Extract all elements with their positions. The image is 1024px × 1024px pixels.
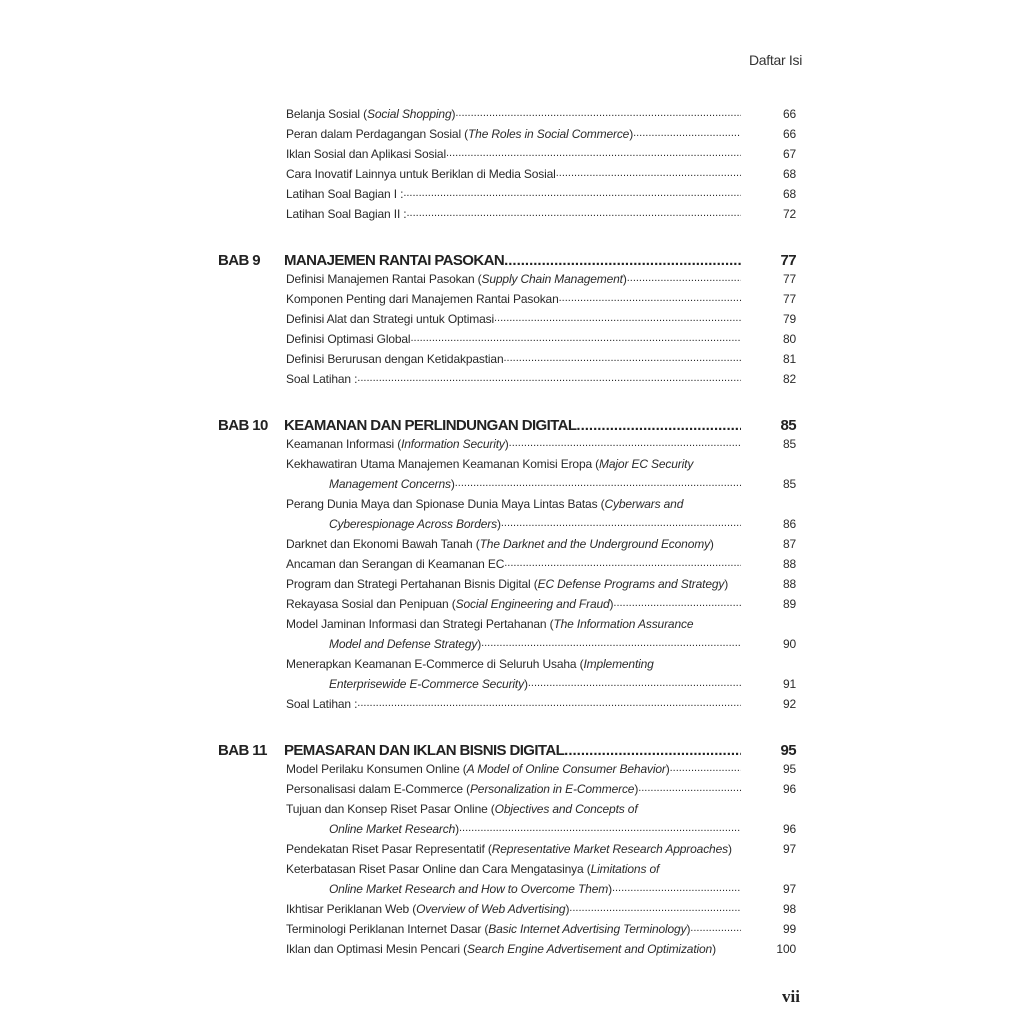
entry-title-english: The Information Assurance — [553, 617, 694, 631]
entry-title — [286, 617, 693, 631]
entry-page: 95 — [782, 762, 796, 776]
entry-page: 77 — [782, 272, 796, 286]
entry-title — [329, 882, 612, 896]
chapter-number: BAB 9 — [218, 252, 261, 269]
entry-text-wrap — [286, 127, 741, 141]
entry-title-english: Limitations of — [590, 862, 660, 876]
entry-title-part: Program dan Strategi Pertahanan Bisnis Digital ( — [286, 577, 538, 591]
entry-text-wrap — [286, 537, 741, 551]
entry-text-wrap — [286, 332, 741, 346]
dot-leader — [407, 207, 742, 221]
entry-title-english: Management Concerns — [329, 477, 451, 491]
entry-page: 77 — [782, 292, 796, 306]
entry-title-part: ) — [565, 902, 570, 916]
toc-entry[interactable] — [218, 369, 798, 389]
entry-title-part: Model Perilaku Konsumen Online ( — [286, 762, 467, 776]
toc-section — [218, 737, 798, 959]
entry-title-part: ) — [709, 537, 714, 551]
chapter-title-wrap — [284, 417, 741, 434]
entry-title — [286, 167, 556, 181]
entry-page: 66 — [782, 107, 796, 121]
entry-title-part: ) — [523, 677, 528, 691]
entry-title — [329, 677, 528, 691]
entry-title-part: Belanja Sosial ( — [286, 107, 367, 121]
toc-entry[interactable] — [218, 434, 798, 454]
entry-title — [286, 762, 670, 776]
entry-title — [286, 577, 728, 591]
entry-title-part: ) — [450, 477, 455, 491]
entry-title-english: Social Shopping — [366, 107, 452, 121]
toc-entry[interactable] — [218, 799, 798, 819]
toc-entry[interactable] — [218, 634, 798, 654]
chapter-title: KEAMANAN DAN PERLINDUNGAN DIGITAL — [284, 417, 577, 434]
dot-leader — [638, 782, 741, 796]
entry-title-english: Supply Chain Management — [481, 272, 623, 286]
entry-title-part: ) — [622, 272, 627, 286]
dot-leader — [564, 742, 741, 759]
entry-title-part: ) — [665, 762, 670, 776]
chapter-number: BAB 11 — [218, 742, 267, 759]
entry-title — [329, 822, 459, 836]
entry-page: 80 — [782, 332, 796, 346]
entry-title — [286, 862, 659, 876]
entry-title — [286, 922, 690, 936]
dot-leader — [690, 922, 741, 936]
entry-title-part: ) — [724, 577, 729, 591]
dot-leader — [455, 477, 741, 491]
toc-entry[interactable] — [218, 514, 798, 534]
entry-title-part: Soal Latihan : — [286, 372, 358, 386]
entry-title — [286, 657, 654, 671]
toc-entry[interactable] — [218, 674, 798, 694]
toc-entry[interactable] — [218, 329, 798, 349]
dot-leader — [446, 147, 741, 161]
entry-title-english: Implementing — [583, 657, 654, 671]
toc-entry[interactable] — [218, 574, 798, 594]
entry-title — [286, 457, 693, 471]
toc-entry[interactable] — [218, 269, 798, 289]
entry-title-part: Definisi Optimasi Global — [286, 332, 411, 346]
toc-entry[interactable] — [218, 144, 798, 164]
toc-entry[interactable] — [218, 879, 798, 899]
entry-text-wrap — [286, 372, 741, 386]
entry-text-wrap — [286, 497, 741, 511]
dot-leader — [559, 292, 741, 306]
entry-text-wrap — [286, 762, 741, 776]
toc-entry[interactable] — [218, 204, 798, 224]
entry-title-part: Model Jaminan Informasi dan Strategi Pertahanan ( — [286, 617, 554, 631]
entry-title — [286, 497, 683, 511]
entry-title-part: ) — [477, 637, 482, 651]
entry-title-part: ) — [504, 437, 509, 451]
entry-text-wrap — [329, 517, 741, 531]
toc-section — [218, 247, 798, 389]
toc-entry[interactable] — [218, 349, 798, 369]
entry-title-part: Keterbatasan Riset Pasar Online dan Cara Mengatasinya ( — [286, 862, 591, 876]
entry-text-wrap — [286, 457, 741, 471]
chapter-page: 85 — [780, 417, 796, 434]
entry-title-part: Iklan dan Optimasi Mesin Pencari ( — [286, 942, 467, 956]
entry-title-english: Major EC Security — [599, 457, 694, 471]
entry-title-part: Terminologi Periklanan Internet Dasar ( — [286, 922, 489, 936]
entry-title-part: Iklan Sosial dan Aplikasi Sosial — [286, 147, 446, 161]
entry-title — [286, 557, 504, 571]
entry-title-part: ) — [727, 842, 732, 856]
chapter-title-wrap — [284, 252, 741, 269]
entry-text-wrap — [286, 782, 741, 796]
entry-page: 98 — [782, 902, 796, 916]
toc-entry[interactable] — [218, 779, 798, 799]
entry-page: 99 — [782, 922, 796, 936]
dot-leader — [501, 517, 741, 531]
entry-text-wrap — [286, 842, 741, 856]
chapter-title: PEMASARAN DAN IKLAN BISNIS DIGITAL — [284, 742, 565, 759]
entry-title — [329, 477, 455, 491]
chapter-heading[interactable] — [218, 412, 798, 434]
entry-title-english: Overview of Web Advertising — [416, 902, 566, 916]
dot-leader — [403, 187, 741, 201]
entry-page: 82 — [782, 372, 796, 386]
toc-entry[interactable] — [218, 454, 798, 474]
entry-title — [286, 842, 732, 856]
entry-page: 88 — [782, 577, 796, 591]
toc-entry[interactable] — [218, 839, 798, 859]
entry-title-english: Enterprisewide E-Commerce Security — [329, 677, 524, 691]
entry-page: 88 — [782, 557, 796, 571]
entry-text-wrap — [286, 922, 741, 936]
toc-entry[interactable] — [218, 919, 798, 939]
entry-title-part: Latihan Soal Bagian I : — [286, 187, 404, 201]
dot-leader — [494, 312, 741, 326]
entry-title-part: Menerapkan Keamanan E-Commerce di Seluruh Usaha ( — [286, 657, 584, 671]
entry-title-part: Komponen Penting dari Manajemen Rantai Pasokan — [286, 292, 559, 306]
entry-title-part: Cara Inovatif Lainnya untuk Beriklan di Media Sosial — [286, 167, 556, 181]
toc-entry[interactable] — [218, 654, 798, 674]
entry-page: 67 — [782, 147, 796, 161]
entry-text-wrap — [286, 207, 741, 221]
entry-text-wrap — [286, 862, 741, 876]
chapter-heading[interactable] — [218, 737, 798, 759]
chapter-title: MANAJEMEN RANTAI PASOKAN — [284, 252, 505, 269]
entry-text-wrap — [286, 107, 741, 121]
entry-page: 97 — [782, 882, 796, 896]
dot-leader — [576, 417, 741, 434]
entry-page: 72 — [782, 207, 796, 221]
entry-title — [286, 272, 627, 286]
entry-title — [286, 312, 494, 326]
toc-entry[interactable] — [218, 554, 798, 574]
entry-text-wrap — [286, 697, 741, 711]
toc-entry[interactable] — [218, 534, 798, 554]
entry-title — [286, 902, 569, 916]
entry-title-english: Representative Market Research Approaches — [491, 842, 728, 856]
entry-title-english: The Darknet and the Underground Economy — [479, 537, 710, 551]
entry-title-part: Tujuan dan Konsep Riset Pasar Online ( — [286, 802, 495, 816]
dot-leader — [613, 597, 741, 611]
entry-text-wrap — [286, 902, 741, 916]
dot-leader — [357, 372, 741, 386]
entry-page: 81 — [782, 352, 796, 366]
entry-page: 92 — [782, 697, 796, 711]
entry-title — [286, 352, 503, 366]
entry-title-part: ) — [712, 942, 716, 956]
entry-page: 87 — [782, 537, 796, 551]
entry-page: 100 — [776, 942, 796, 956]
dot-leader — [504, 557, 741, 571]
entry-title — [286, 372, 357, 386]
toc-entry[interactable] — [218, 309, 798, 329]
toc-entry[interactable] — [218, 474, 798, 494]
toc-entry[interactable] — [218, 819, 798, 839]
entry-text-wrap — [329, 822, 741, 836]
entry-title — [286, 942, 716, 956]
entry-title-part: ) — [609, 597, 614, 611]
toc-entry[interactable] — [218, 184, 798, 204]
chapter-heading[interactable] — [218, 247, 798, 269]
entry-text-wrap — [329, 677, 741, 691]
dot-leader — [612, 882, 741, 896]
entry-page: 68 — [782, 187, 796, 201]
dot-leader — [569, 902, 741, 916]
entry-title-part: Personalisasi dalam E-Commerce ( — [286, 782, 470, 796]
entry-page: 85 — [782, 477, 796, 491]
entry-title-part: Definisi Alat dan Strategi untuk Optimasi — [286, 312, 494, 326]
dot-leader — [455, 107, 741, 121]
chapter-page: 77 — [780, 252, 796, 269]
dot-leader — [509, 437, 741, 451]
dot-leader — [556, 167, 741, 181]
toc-section — [218, 412, 798, 714]
entry-title-part: Peran dalam Perdagangan Sosial ( — [286, 127, 468, 141]
dot-leader — [528, 677, 741, 691]
entry-title — [286, 782, 638, 796]
dot-leader — [357, 697, 741, 711]
entry-text-wrap — [286, 657, 741, 671]
chapter-number: BAB 10 — [218, 417, 268, 434]
entry-title-part: ) — [496, 517, 501, 531]
entry-title-part: ) — [634, 782, 639, 796]
entry-title — [286, 147, 446, 161]
entry-title — [286, 187, 403, 201]
entry-text-wrap — [329, 882, 741, 896]
entry-title-english: Social Engineering and Fraud — [455, 597, 610, 611]
entry-title-part: Ancaman dan Serangan di Keamanan EC — [286, 557, 505, 571]
entry-title-english: The Roles in Social Commerce — [468, 127, 630, 141]
entry-title-english: Cyberwars and — [604, 497, 684, 511]
entry-text-wrap — [286, 597, 741, 611]
entry-page: 85 — [782, 437, 796, 451]
dot-leader — [410, 332, 741, 346]
toc-entry[interactable] — [218, 164, 798, 184]
entry-page: 96 — [782, 822, 796, 836]
entry-title-part: Soal Latihan : — [286, 697, 358, 711]
entry-title-english: Online Market Research — [329, 822, 456, 836]
entry-title-part: ) — [629, 127, 634, 141]
entry-title-english: Basic Internet Advertising Terminology — [488, 922, 687, 936]
entry-text-wrap — [286, 802, 741, 816]
entry-page: 91 — [782, 677, 796, 691]
toc-entry[interactable] — [218, 939, 798, 959]
entry-page: 79 — [782, 312, 796, 326]
table-of-contents — [218, 104, 798, 959]
dot-leader — [504, 252, 741, 269]
entry-title-english: Information Security — [401, 437, 505, 451]
entry-title-english: Cyberespionage Across Borders — [329, 517, 497, 531]
entry-title — [286, 207, 407, 221]
entry-title-part: Rekayasa Sosial dan Penipuan ( — [286, 597, 456, 611]
running-head: Daftar Isi — [748, 52, 802, 68]
entry-page: 68 — [782, 167, 796, 181]
entry-text-wrap — [286, 557, 741, 571]
entry-title-part: ) — [455, 822, 459, 836]
entry-text-wrap — [286, 942, 741, 956]
entry-page: 90 — [782, 637, 796, 651]
toc-entry[interactable] — [218, 124, 798, 144]
entry-title-part: Perang Dunia Maya dan Spionase Dunia Maya Lintas Batas ( — [286, 497, 605, 511]
toc-entry[interactable] — [218, 614, 798, 634]
entry-page: 66 — [782, 127, 796, 141]
entry-title — [286, 107, 455, 121]
entry-text-wrap — [286, 437, 741, 451]
chapter-page: 95 — [780, 742, 796, 759]
dot-leader — [670, 762, 741, 776]
page-number: vii — [782, 987, 800, 1006]
entry-text-wrap — [329, 637, 741, 651]
toc-entry[interactable] — [218, 289, 798, 309]
toc-entry[interactable] — [218, 104, 798, 124]
entry-text-wrap — [286, 312, 741, 326]
entry-page: 97 — [782, 842, 796, 856]
entry-title — [286, 127, 633, 141]
entry-page: 86 — [782, 517, 796, 531]
entry-title-part: Ikhtisar Periklanan Web ( — [286, 902, 417, 916]
entry-title-part: Kekhawatiran Utama Manajemen Keamanan Komisi Eropa ( — [286, 457, 600, 471]
entry-title-english: A Model of Online Consumer Behavior — [466, 762, 666, 776]
entry-title — [286, 437, 509, 451]
entry-title-english: Personalization in E-Commerce — [469, 782, 635, 796]
entry-text-wrap — [286, 167, 741, 181]
entry-title-part: Keamanan Informasi ( — [286, 437, 402, 451]
toc-entry[interactable] — [218, 899, 798, 919]
entry-title-english: Objectives and Concepts of — [494, 802, 638, 816]
entry-title — [286, 292, 559, 306]
entry-text-wrap — [286, 292, 741, 306]
entry-title-part: ) — [686, 922, 691, 936]
toc-entry[interactable] — [218, 694, 798, 714]
entry-text-wrap — [286, 352, 741, 366]
entry-title-part: ) — [608, 882, 612, 896]
entry-title — [286, 597, 613, 611]
entry-title-part: ) — [451, 107, 456, 121]
chapter-title-wrap — [284, 742, 741, 759]
entry-page: 89 — [782, 597, 796, 611]
entry-title — [286, 537, 714, 551]
toc-entry[interactable] — [218, 494, 798, 514]
dot-leader — [627, 272, 741, 286]
dot-leader — [503, 352, 741, 366]
entry-page: 96 — [782, 782, 796, 796]
toc-section — [218, 104, 798, 224]
entry-title-part: Definisi Berurusan dengan Ketidakpastian — [286, 352, 504, 366]
entry-title-english: Model and Defense Strategy — [329, 637, 478, 651]
entry-title — [286, 802, 638, 816]
entry-title-part: Pendekatan Riset Pasar Representatif ( — [286, 842, 492, 856]
entry-title-part: Definisi Manajemen Rantai Pasokan ( — [286, 272, 482, 286]
dot-leader — [481, 637, 741, 651]
entry-title — [329, 637, 481, 651]
entry-title-part: Darknet dan Ekonomi Bawah Tanah ( — [286, 537, 480, 551]
toc-entry[interactable] — [218, 759, 798, 779]
dot-leader — [633, 127, 741, 141]
toc-entry[interactable] — [218, 594, 798, 614]
entry-title-english: Search Engine Advertisement and Optimization — [466, 942, 713, 956]
entry-text-wrap — [286, 187, 741, 201]
entry-text-wrap — [286, 617, 741, 631]
entry-title — [329, 517, 501, 531]
entry-title-english: Online Market Research and How to Overcome Them — [329, 882, 609, 896]
entry-text-wrap — [286, 272, 741, 286]
dot-leader — [459, 822, 741, 836]
entry-text-wrap — [286, 577, 741, 591]
entry-title — [286, 332, 410, 346]
entry-title-part: Latihan Soal Bagian II : — [286, 207, 407, 221]
entry-title — [286, 697, 357, 711]
entry-text-wrap — [286, 147, 741, 161]
entry-title-english: EC Defense Programs and Strategy — [537, 577, 725, 591]
entry-text-wrap — [329, 477, 741, 491]
toc-entry[interactable] — [218, 859, 798, 879]
